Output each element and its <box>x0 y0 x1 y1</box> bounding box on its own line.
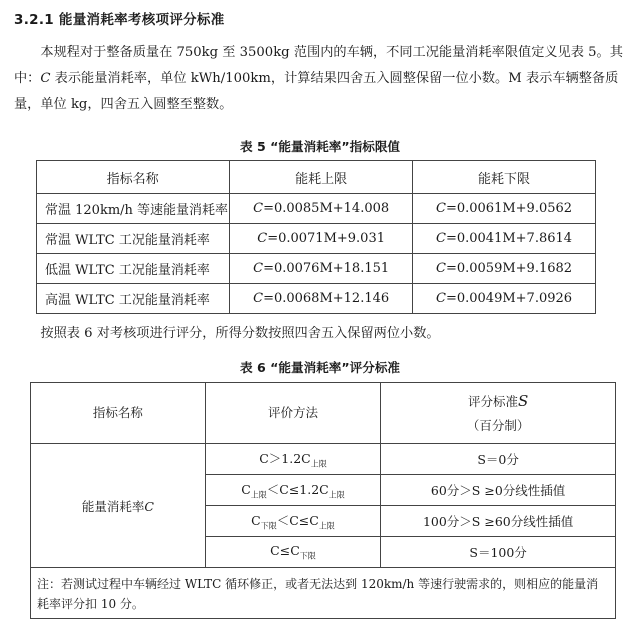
table5-cell-upper: C=0.0071M+9.031 <box>230 224 413 254</box>
table5-cell-upper: C=0.0085M+14.008 <box>230 194 413 224</box>
intro-line-1: 本规程对于整备质量在 750kg 至 3500kg 范围内的车辆，不同工况能量消耗率限值定义见表 5。其 <box>40 45 623 60</box>
table6-row <box>31 444 616 475</box>
table5-header-row <box>37 161 596 194</box>
table6-method: $C_{上限}<C\le 1.2C_{上限}$ <box>205 475 380 506</box>
table5-row <box>37 194 596 224</box>
table6-score: 100分＞S ≥60分线性插值 <box>381 506 616 537</box>
table5-cell-name: 常温 WLTC 工况能量消耗率 <box>37 224 230 254</box>
table6-score: S＝0分 <box>381 444 616 475</box>
between-text: 按照表 6 对考核项进行评分，所得分数按照四舍五入保留两位小数。 <box>40 326 440 341</box>
table5-header-lower: 能耗下限 <box>413 161 596 194</box>
intro-line-2: 中：C 表示能量消耗率，单位 kWh/100km，计算结果四舍五入圆整保留一位小数。M 表示车辆整备质 <box>14 71 619 86</box>
table5-cell-lower: C=0.0059M+9.1682 <box>413 254 596 284</box>
table6-score: 60分＞S ≥0分线性插值 <box>381 475 616 506</box>
intro-paragraph <box>14 40 626 118</box>
table5-header-name: 指标名称 <box>37 161 230 194</box>
section-heading: 3.2.1 能量消耗率考核项评分标准 <box>14 12 225 28</box>
table6-header-score: 评分标准S （百分制） <box>381 383 616 444</box>
table6-note-row <box>31 568 616 619</box>
table5-row <box>37 224 596 254</box>
table5-caption: 表 5 “能量消耗率”指标限值 <box>239 139 401 154</box>
table5-row <box>37 254 596 284</box>
table5-cell-name: 高温 WLTC 工况能量消耗率 <box>37 284 230 314</box>
table5-header-upper: 能耗上限 <box>230 161 413 194</box>
table6-indicator-name: 能量消耗率C <box>31 444 206 568</box>
table6 <box>30 382 616 619</box>
between-paragraph <box>14 321 626 347</box>
table6-method: $C_{下限}<C\le C_{上限}$ <box>205 506 380 537</box>
table6-header-row <box>31 383 616 444</box>
table6-method: $C>1.2C_{上限}$ <box>205 444 380 475</box>
table6-score: S＝100分 <box>381 537 616 568</box>
table6-caption: 表 6 “能量消耗率”评分标准 <box>239 360 401 375</box>
table6-header-name: 指标名称 <box>31 383 206 444</box>
table6-note: 注：若测试过程中车辆经过 WLTC 循环修正，或者无法达到 120km/h 等速行驶需求的，则相应的能量消耗率评分扣 10 分。 <box>31 568 616 619</box>
table5-cell-upper: C=0.0068M+12.146 <box>230 284 413 314</box>
table5-cell-lower: C=0.0049M+7.0926 <box>413 284 596 314</box>
table5-cell-upper: C=0.0076M+18.151 <box>230 254 413 284</box>
table5-cell-lower: C=0.0041M+7.8614 <box>413 224 596 254</box>
table6-header-method: 评价方法 <box>205 383 380 444</box>
table5-cell-lower: C=0.0061M+9.0562 <box>413 194 596 224</box>
table5 <box>36 160 596 314</box>
intro-line-3: 量，单位 kg，四舍五入圆整至整数。 <box>14 97 233 112</box>
table5-cell-name: 低温 WLTC 工况能量消耗率 <box>37 254 230 284</box>
table5-cell-name: 常温 120km/h 等速能量消耗率 <box>37 194 230 224</box>
table6-method: $C\le C_{下限}$ <box>205 537 380 568</box>
table5-row <box>37 284 596 314</box>
